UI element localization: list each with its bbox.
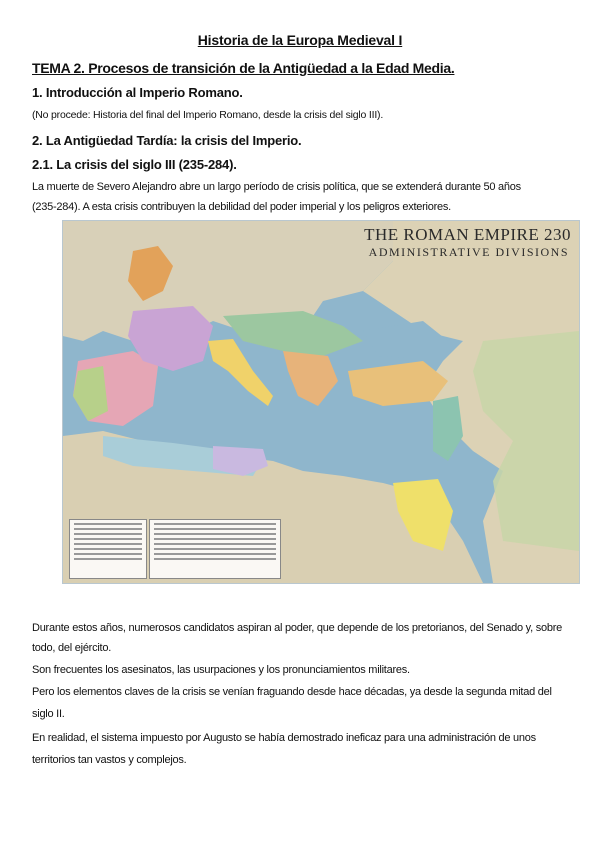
intro-line: (235-284). A esta crisis contribuyen la debilidad del poder imperial y los peligros exteriores. <box>32 201 451 213</box>
body-line: En realidad, el sistema impuesto por Augusto se había demostrado ineficaz para una administración de unos <box>32 732 536 744</box>
intro-line: La muerte de Severo Alejandro abre un largo período de crisis política, que se extenderá durante 50 años <box>32 181 521 193</box>
map-notes <box>149 519 281 579</box>
body-line: territorios tan vastos y complejos. <box>32 754 187 766</box>
map-legend <box>69 519 147 579</box>
body-line: Durante estos años, numerosos candidatos aspiran al poder, que depende de los pretorianos, del Senado y, sobre <box>32 622 562 634</box>
body-line: siglo II. <box>32 708 65 720</box>
section-1-heading: 1. Introducción al Imperio Romano. <box>32 85 243 100</box>
section-2-heading: 2. La Antigüedad Tardía: la crisis del Imperio. <box>32 133 302 148</box>
tema-heading: TEMA 2. Procesos de transición de la Antigüedad a la Edad Media. <box>32 60 455 76</box>
body-line: todo, del ejército. <box>32 642 112 654</box>
body-line: Pero los elementos claves de la crisis se venían fraguando desde hace décadas, ya desde la segunda mitad del <box>32 686 552 698</box>
map-title: THE ROMAN EMPIRE 230 <box>364 225 571 244</box>
document-title: Historia de la Europa Medieval I <box>197 32 403 48</box>
roman-empire-map <box>62 220 580 584</box>
map-subtitle: ADMINISTRATIVE DIVISIONS <box>368 245 569 259</box>
section-1-note: (No procede: Historia del final del Imperio Romano, desde la crisis del siglo III). <box>32 109 384 121</box>
body-line: Son frecuentes los asesinatos, las usurpaciones y los pronunciamientos militares. <box>32 664 410 676</box>
section-2-1-heading: 2.1. La crisis del siglo III (235-284). <box>32 157 237 172</box>
